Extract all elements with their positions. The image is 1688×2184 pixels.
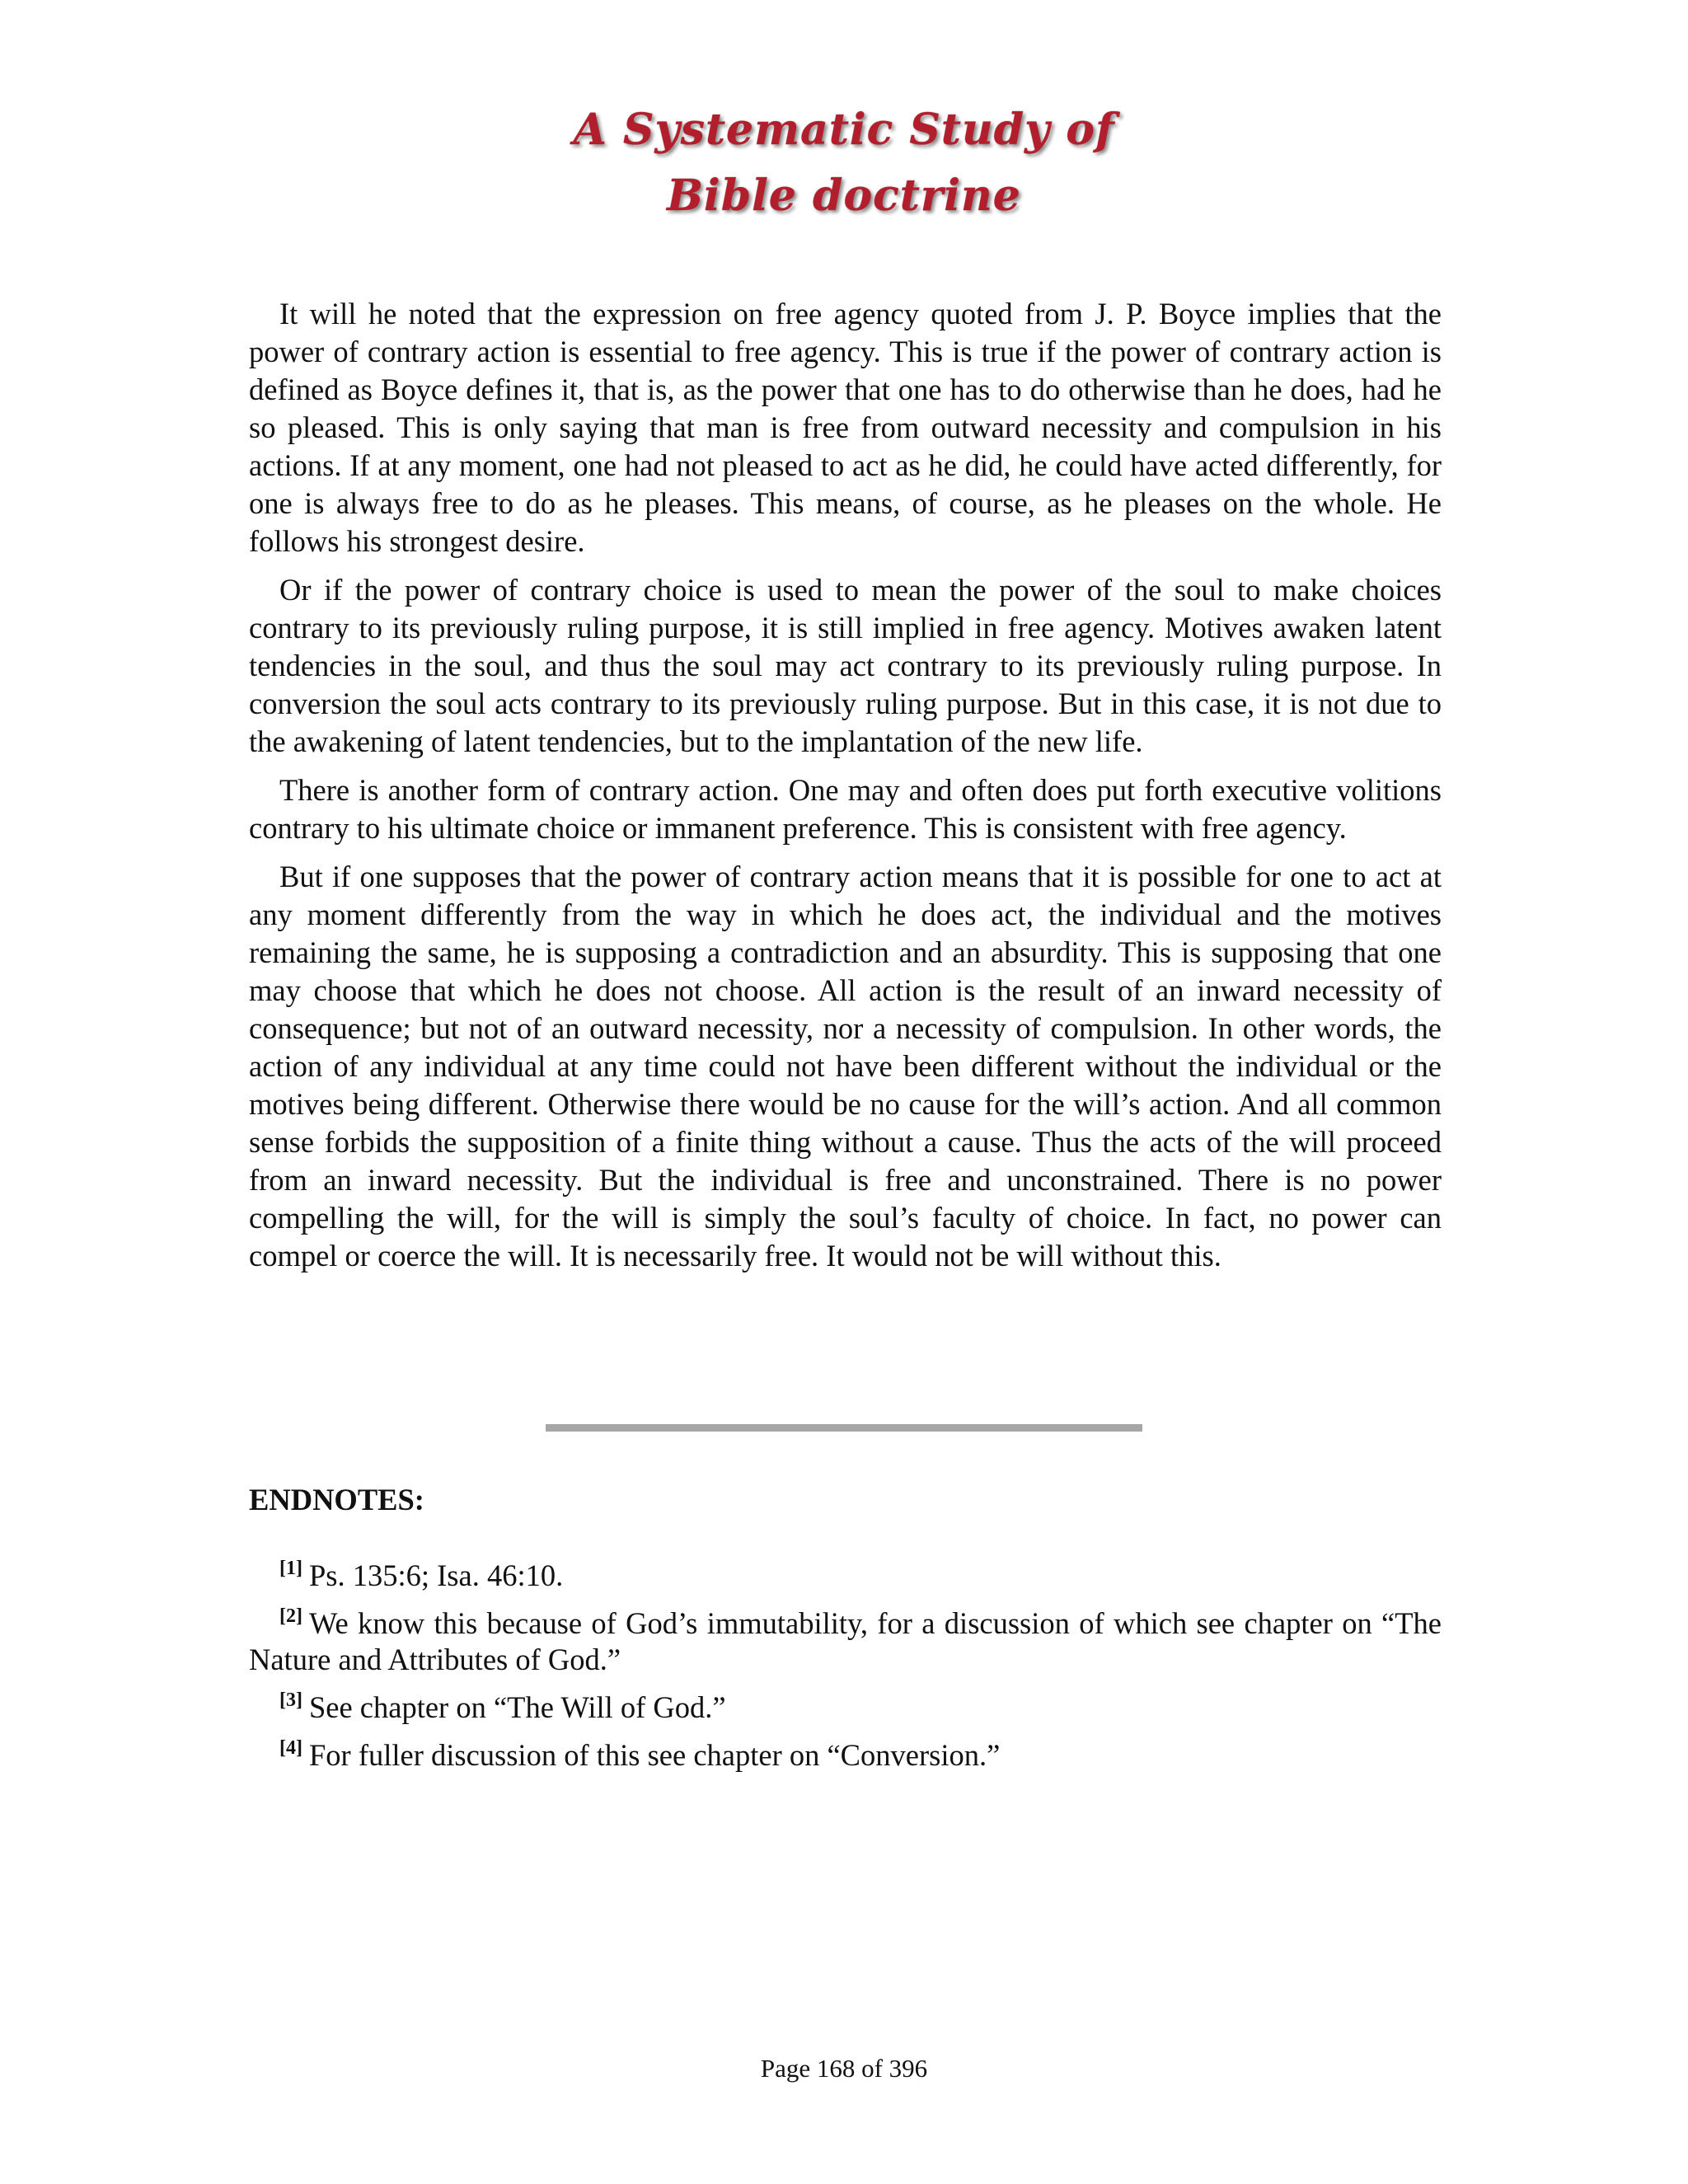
paragraph: Or if the power of contrary choice is used to mean the power of the soul to make choices contrary to its previously ruling purpose, it is still implied in free agency. Motives awaken latent tendencies in the soul, and thus the soul may act contrary to its previously ruling purpose. In conversion the soul acts contrary to its previously ruling purpose. But in this case, it is not due to the awakening of latent tendencies, but to the implantation of the new life.	[249, 573, 1442, 758]
paragraph: But if one supposes that the power of contrary action means that it is possible for one to act at any moment differently from the way in which he does act, the individual and the motives remaining the same, he is supposing a contradiction and an absurdity. This is supposing that one may choose that which he does not choose. All action is the result of an inward necessity of consequence; but not of an outward necessity, nor a necessity of compulsion. In other words, the action of any individual at any time could not have been different without the individual or the motives being different. Otherwise there would be no cause for the will’s action. And all common sense forbids the supposition of a finite thing without a cause. Thus the acts of the will proceed from an inward necessity. But the individual is free and unconstrained. There is no power compelling the will, for the will is simply the soul’s faculty of choice. In fact, no power can compel or coerce the will. It is necessarily free. It would not be will without this.	[249, 860, 1442, 1272]
endnote-text: Ps. 135:6; Isa. 46:10.	[308, 1558, 564, 1592]
endnote-text: For fuller discussion of this see chapter on “Conversion.”	[308, 1738, 1001, 1772]
endnote-text: We know this because of God’s immutability, for a discussion of which see chapter on “The Nature and Attributes of God.”	[249, 1606, 1442, 1676]
endnote-marker[interactable]: [1]	[279, 1558, 302, 1579]
paragraph: It will he noted that the expression on free agency quoted from J. P. Boyce implies that the power of contrary action is essential to free agency. This is true if the power of contrary action is defined as Boyce defines it, that is, as the power that one has to do otherwise than he does, had he so pleased. This is only saying that man is free from outward necessity and compulsion in his actions. If at any moment, one had not pleased to act as he did, he could have acted differently, for one is always free to do as he pleases. This means, of course, as he pleases on the whole. He follows his strongest desire.	[249, 297, 1442, 558]
endnotes-heading: ENDNOTES:	[249, 1483, 424, 1516]
body-text	[249, 295, 1442, 1286]
paragraph: There is another form of contrary action. One may and often does put forth executive volitions contrary to his ultimate choice or immanent preference. This is consistent with free agency.	[249, 773, 1442, 845]
page-header	[0, 97, 1688, 229]
endnotes-list	[249, 1558, 1442, 1785]
book-title-line-1: A Systematic Study of	[573, 105, 1115, 155]
endnote-item	[249, 1558, 1442, 1594]
endnote-text: See chapter on “The Will of God.”	[308, 1690, 726, 1724]
endnote-item	[249, 1690, 1442, 1726]
endnote-marker[interactable]: [4]	[279, 1737, 302, 1759]
book-title-line-2: Bible doctrine	[667, 171, 1021, 221]
endnote-item	[249, 1737, 1442, 1774]
page-number: Page 168 of 396	[760, 2054, 928, 2083]
section-divider	[546, 1424, 1142, 1432]
endnote-marker[interactable]: [3]	[279, 1690, 302, 1711]
endnote-marker[interactable]: [2]	[279, 1605, 302, 1627]
endnote-item	[249, 1605, 1442, 1678]
